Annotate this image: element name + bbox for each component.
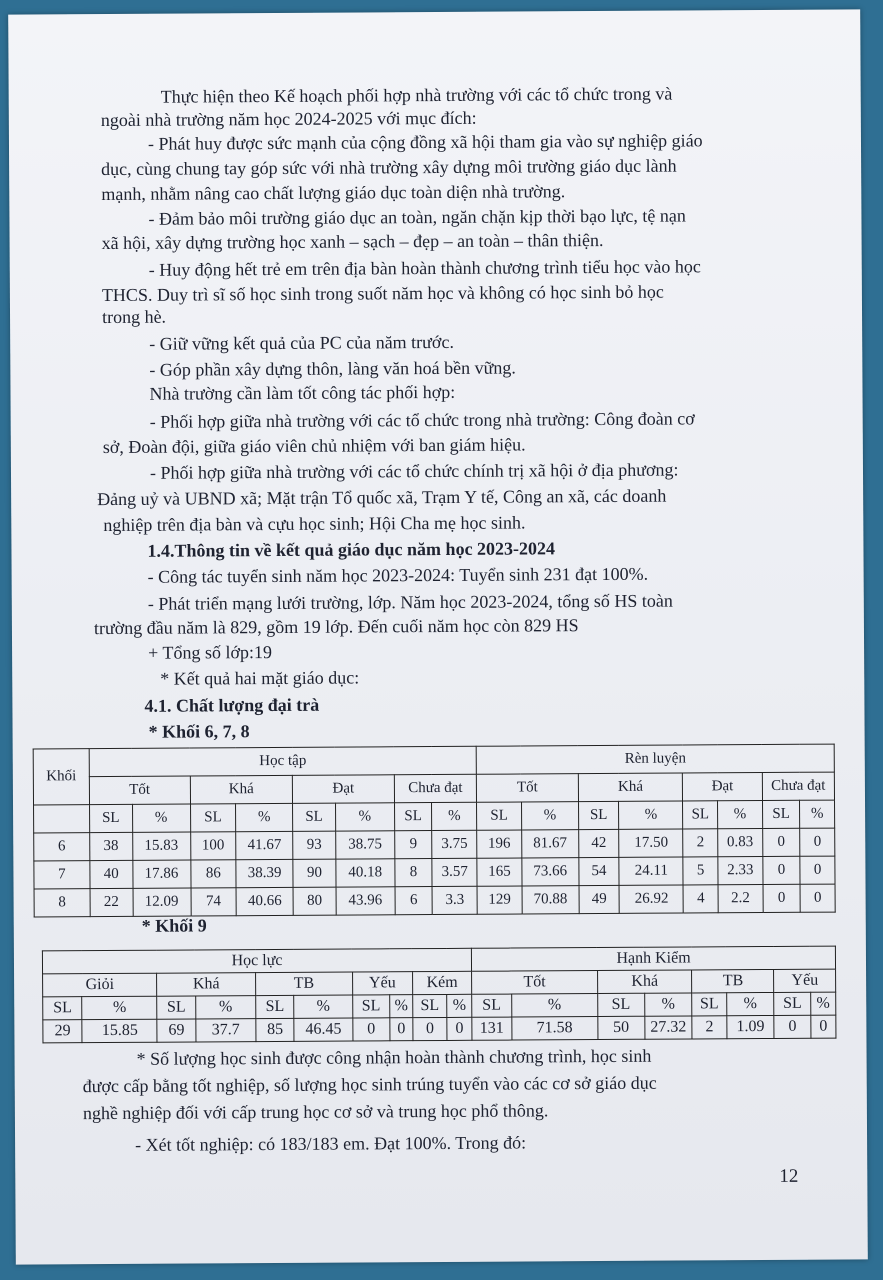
value-cell: 80	[293, 887, 336, 915]
percent-header: %	[447, 994, 472, 1017]
value-cell: 73.66	[522, 858, 579, 886]
paragraph-line: trường đầu năm là 829, gồm 19 lớp. Đến cuối năm học còn 829 HS	[93, 615, 579, 639]
paragraph-line: + Tổng số lớp:19	[148, 642, 273, 663]
level-header: Chưa đạt	[762, 772, 834, 800]
value-cell: 69	[157, 1019, 196, 1042]
level-header: Tốt	[89, 776, 190, 805]
value-cell: 0	[352, 1018, 390, 1041]
value-cell: 0	[762, 828, 800, 856]
level-header: Tốt	[472, 971, 598, 995]
paragraph-line: sở, Đoàn đội, giữa giáo viên chủ nhiệm với ban giám hiệu.	[102, 434, 526, 458]
value-cell: 27.32	[644, 1016, 692, 1039]
value-cell: 85	[256, 1018, 295, 1041]
percent-header: %	[619, 801, 683, 829]
value-cell: 40.18	[336, 859, 395, 887]
value-cell: 29	[43, 1020, 83, 1043]
paragraph-line: - Phối hợp giữa nhà trường với các tổ chức chính trị xã hội ở địa phương:	[149, 459, 679, 483]
sl-header: SL	[157, 996, 196, 1019]
value-cell: 26.92	[619, 885, 683, 913]
value-cell: 3.57	[432, 858, 477, 886]
value-cell: 0	[800, 856, 835, 884]
paragraph-line: - Góp phần xây dựng thôn, làng văn hoá bền vững.	[149, 357, 516, 380]
grade-cell: 7	[34, 861, 90, 889]
paragraph-line: xã hội, xây dựng trường học xanh – sạch – đẹp – an toàn – thân thiện.	[101, 229, 604, 254]
sl-header: SL	[190, 804, 236, 832]
value-cell: 5	[683, 857, 718, 885]
document-page	[8, 9, 868, 1264]
level-header: TB	[256, 972, 353, 996]
value-cell: 37.7	[196, 1019, 256, 1042]
sl-header: SL	[578, 801, 619, 829]
value-cell: 196	[477, 830, 522, 858]
percent-header: %	[390, 995, 413, 1018]
khoi-header: Khối	[33, 749, 89, 805]
section-heading: * Khối 9	[141, 915, 207, 936]
value-cell: 38.75	[336, 831, 395, 859]
page-number: 12	[779, 1165, 799, 1187]
paragraph-line: - Giữ vững kết quả của PC của năm trước.	[149, 331, 454, 354]
paragraph-line: - Huy động hết trẻ em trên địa bàn hoàn thành chương trình tiểu học vào học	[148, 256, 701, 280]
hoc-tap-header: Học tập	[89, 746, 476, 776]
value-cell: 2.33	[718, 857, 763, 885]
sl-header: SL	[774, 992, 810, 1015]
paragraph-line: ngoài nhà trường năm học 2024-2025 với mục đích:	[100, 107, 477, 131]
percent-header: %	[800, 800, 835, 828]
value-cell: 9	[394, 831, 432, 859]
value-cell: 90	[293, 859, 336, 887]
paragraph-line: mạnh, nhằm nâng cao chất lượng giáo dục toàn diện nhà trường.	[101, 181, 566, 205]
paragraph-line: - Công tác tuyển sinh năm học 2023-2024: Tuyển sinh 231 đạt 100%.	[147, 563, 649, 587]
level-header: Khá	[157, 973, 256, 997]
percent-header: %	[335, 803, 394, 831]
table-row	[34, 884, 835, 917]
value-cell: 54	[579, 857, 620, 885]
value-cell: 0	[800, 884, 835, 912]
sl-header: SL	[762, 800, 800, 828]
value-cell: 131	[472, 1017, 512, 1040]
sl-header: SL	[89, 804, 132, 832]
value-cell: 42	[578, 829, 619, 857]
value-cell: 1.09	[726, 1015, 774, 1038]
paragraph-line: THCS. Duy trì sĩ số học sinh trong suốt năm học và không có học sinh bỏ học	[101, 281, 664, 306]
value-cell: 17.86	[132, 860, 190, 888]
level-header: TB	[692, 969, 774, 993]
paragraph-line: Thực hiện theo Kế hoạch phối hợp nhà trường với các tổ chức trong và	[160, 83, 673, 107]
value-cell: 15.85	[82, 1019, 157, 1042]
value-cell: 3.75	[432, 830, 477, 858]
value-cell: 74	[191, 888, 237, 916]
value-cell: 4	[683, 885, 718, 913]
value-cell: 71.58	[511, 1017, 597, 1041]
value-cell: 2	[692, 1016, 726, 1039]
value-cell: 0	[390, 1018, 413, 1041]
paragraph-line: nghiệp trên địa bàn và cựu học sinh; Hội Cha mẹ học sinh.	[103, 512, 526, 536]
value-cell: 41.67	[236, 831, 293, 859]
hoc-luc-header: Học lực	[42, 948, 471, 974]
value-cell: 49	[579, 885, 620, 913]
percent-header: %	[432, 802, 477, 830]
section-heading: * Khối 6, 7, 8	[148, 721, 250, 742]
section-heading: 1.4.Thông tin về kết quả giáo dục năm học 2023-2024	[147, 538, 556, 561]
paragraph-line: được cấp bằng tốt nghiệp, số lượng học sinh trúng tuyển vào các cơ sở giáo dục	[82, 1072, 657, 1097]
value-cell: 46.45	[294, 1018, 352, 1041]
value-cell: 0	[811, 1015, 836, 1038]
ren-luyen-header: Rèn luyện	[476, 744, 834, 774]
value-cell: 22	[90, 888, 133, 916]
paragraph-line: * Kết quả hai mặt giáo dục:	[160, 667, 360, 689]
percent-header: %	[195, 996, 255, 1019]
percent-header: %	[521, 802, 578, 830]
level-header: Đạt	[292, 775, 394, 804]
level-header: Kém	[412, 971, 471, 994]
value-cell: 81.67	[522, 830, 579, 858]
value-cell: 0	[763, 856, 801, 884]
paragraph-line: - Xét tốt nghiệp: có 183/183 em. Đạt 100%. Trong đó:	[135, 1132, 527, 1155]
grade-cell: 8	[34, 889, 90, 917]
level-header: Đạt	[683, 773, 762, 801]
sl-header: SL	[683, 801, 718, 829]
percent-header: %	[82, 996, 157, 1019]
level-header: Yếu	[774, 969, 836, 992]
value-cell: 165	[477, 858, 522, 886]
paragraph-line: - Phối hợp giữa nhà trường với các tổ chức trong nhà trường: Công đoàn cơ	[149, 408, 695, 432]
value-cell: 2.2	[718, 885, 763, 913]
value-cell: 0	[774, 1015, 810, 1038]
value-cell: 50	[598, 1016, 645, 1039]
value-cell: 38	[90, 832, 133, 860]
table-row	[43, 1015, 836, 1043]
level-header: Yếu	[352, 972, 412, 995]
value-cell: 24.11	[619, 857, 683, 885]
level-header: Giỏi	[43, 973, 157, 997]
value-cell: 2	[683, 829, 718, 857]
hanh-kiem-header: Hạnh Kiểm	[472, 946, 836, 971]
percent-header: %	[511, 994, 597, 1018]
value-cell: 3.3	[432, 886, 477, 914]
results-table-grade-9	[42, 946, 837, 1044]
value-cell: 0	[413, 1017, 447, 1040]
level-header: Chưa đạt	[394, 774, 477, 803]
grade-cell: 6	[34, 833, 90, 861]
percent-header: %	[726, 992, 774, 1015]
paragraph-line: - Phát triển mạng lưới trường, lớp. Năm học 2023-2024, tổng số HS toàn	[147, 590, 673, 614]
percent-header: %	[132, 804, 190, 832]
value-cell: 40.66	[236, 887, 293, 915]
section-heading: 4.1. Chất lượng đại trà	[144, 694, 320, 716]
sl-header: SL	[472, 994, 512, 1017]
paragraph-line: Đảng uỷ và UBND xã; Mặt trận Tổ quốc xã, Trạm Y tế, Công an xã, các doanh	[97, 485, 667, 510]
sl-header: SL	[477, 802, 522, 830]
sl-header: SL	[598, 993, 645, 1016]
value-cell: 6	[395, 887, 433, 915]
value-cell: 0	[800, 828, 835, 856]
value-cell: 0.83	[718, 829, 763, 857]
value-cell: 0	[447, 1017, 472, 1040]
value-cell: 129	[477, 886, 522, 914]
paragraph-line: * Số lượng học sinh được công nhận hoàn thành chương trình, học sinh	[136, 1045, 652, 1069]
paragraph-line: - Phát huy được sức mạnh của cộng đồng xã hội tham gia vào sự nghiệp giáo	[147, 130, 703, 154]
value-cell: 70.88	[522, 886, 579, 914]
level-header: Tốt	[476, 774, 578, 803]
sl-header: SL	[293, 803, 336, 831]
value-cell: 0	[763, 884, 801, 912]
value-cell: 12.09	[133, 888, 191, 916]
sl-header: SL	[43, 997, 83, 1020]
paragraph-line: - Đảm bảo môi trường giáo dục an toàn, ngăn chặn kịp thời bạo lực, tệ nạn	[148, 205, 686, 229]
level-header: Khá	[190, 775, 293, 804]
value-cell: 40	[90, 860, 133, 888]
percent-header: %	[236, 803, 293, 831]
value-cell: 93	[293, 831, 336, 859]
paragraph-line: Nhà trường cần làm tốt công tác phối hợp:	[149, 381, 456, 404]
value-cell: 8	[395, 859, 433, 887]
percent-header: %	[811, 992, 836, 1015]
sl-header: SL	[413, 994, 447, 1017]
level-header: Khá	[578, 773, 683, 802]
percent-header: %	[718, 801, 763, 829]
percent-header: %	[294, 995, 352, 1018]
value-cell: 38.39	[236, 859, 293, 887]
sl-header: SL	[394, 803, 432, 831]
percent-header: %	[644, 993, 692, 1016]
sl-header: SL	[256, 995, 295, 1018]
sl-header: SL	[352, 995, 390, 1018]
results-table-grades-6-7-8	[33, 744, 836, 918]
value-cell: 43.96	[336, 887, 395, 915]
value-cell: 86	[190, 860, 236, 888]
value-cell: 17.50	[619, 829, 683, 857]
paragraph-line: dục, cùng chung tay góp sức với nhà trường xây dựng môi trường giáo dục lành	[101, 155, 677, 180]
sl-header: SL	[692, 993, 726, 1016]
khoi-subheader	[34, 805, 90, 833]
value-cell: 100	[190, 832, 236, 860]
paragraph-line: nghề nghiệp đối với cấp trung học cơ sở và trung học phổ thông.	[82, 1100, 549, 1124]
level-header: Khá	[597, 970, 692, 994]
paragraph-line: trong hè.	[101, 306, 167, 328]
value-cell: 15.83	[132, 832, 190, 860]
